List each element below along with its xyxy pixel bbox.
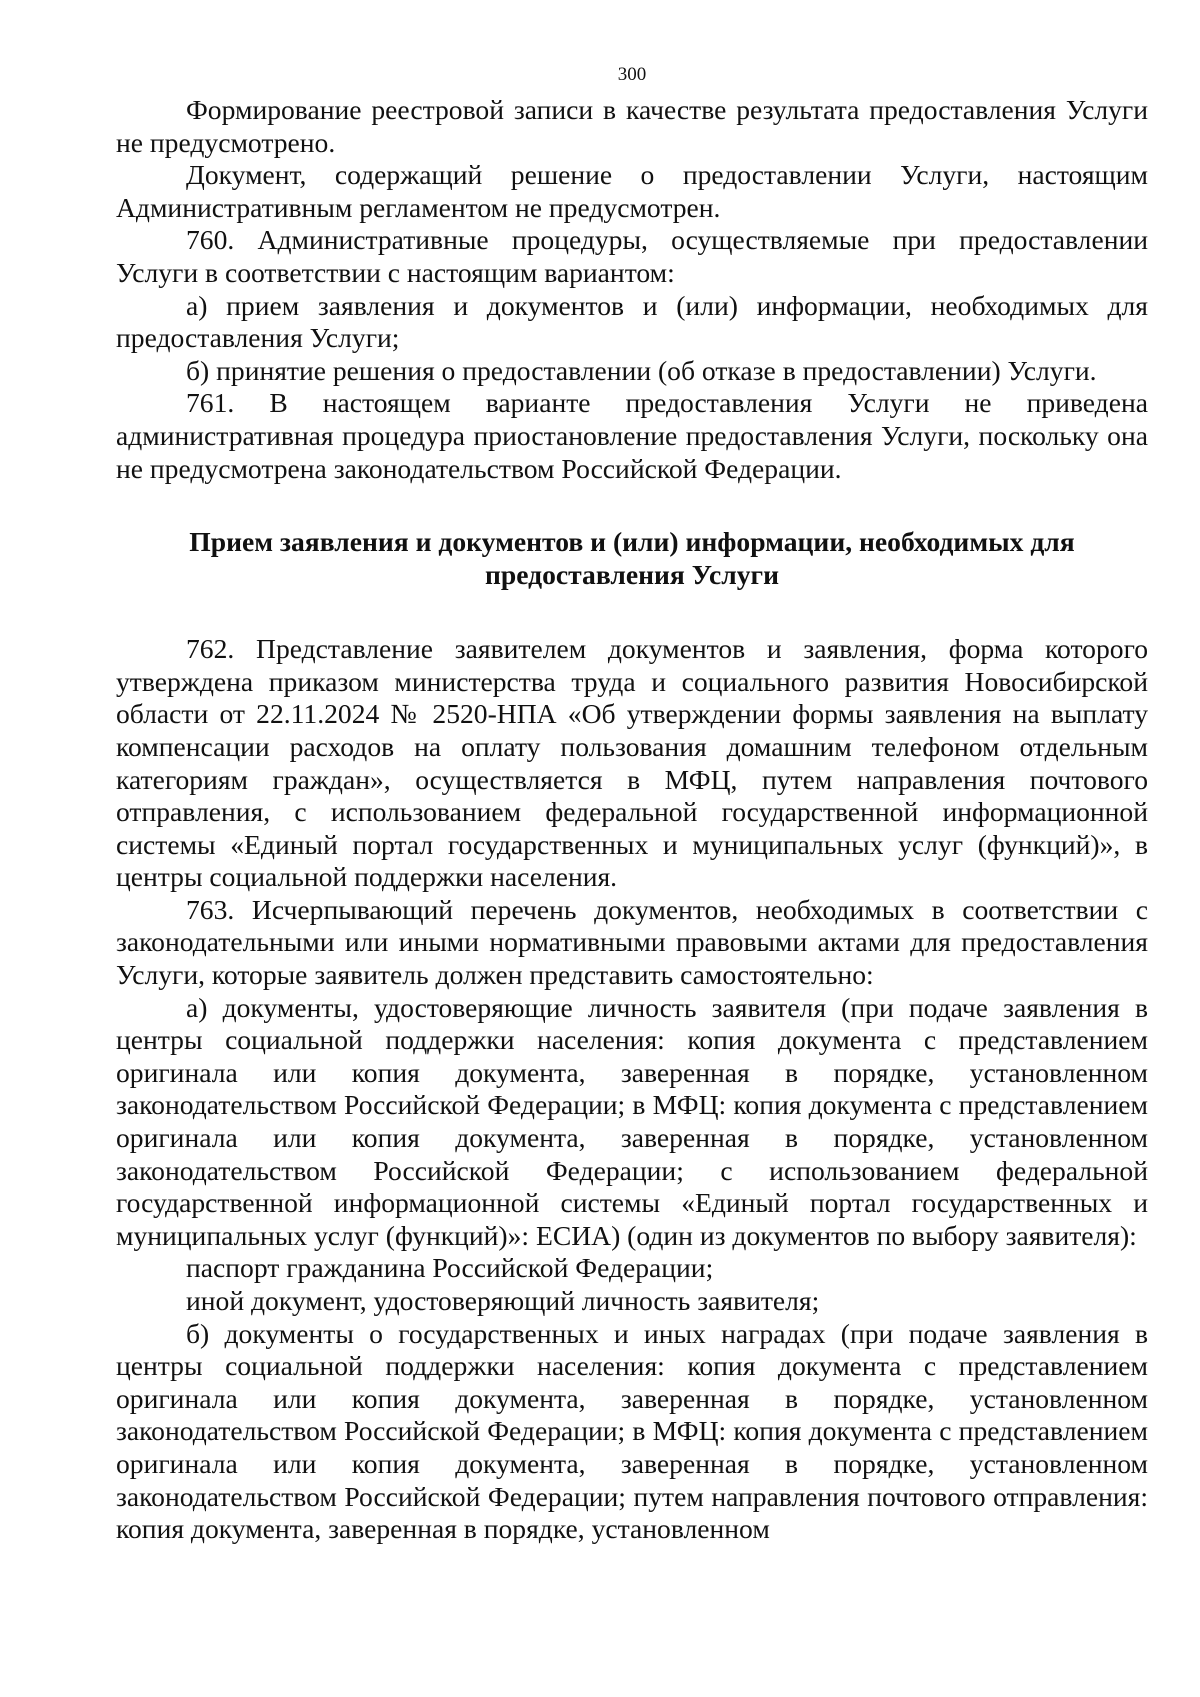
paragraph-text: Представление заявителем документов и заявления, форма которого утверждена приказом министерства труда и социального развития Новосибирской области от 22.11.2024 № 2520-НПА «Об утверждении формы заявления на выплату компенсации расходов на оплату пользования домашним телефоном отдельным категориям граждан», осуществляется в МФЦ, путем направления почтового отправления, с использованием федеральной государственной информационной системы «Единый портал государственных и муниципальных услуг (функций)», в центры социальной поддержки населения. [116,633,1148,893]
paragraph [116,1252,1148,1285]
paragraph-text: Административные процедуры, осуществляемые при предоставлении Услуги в соответствии с настоящим вариантом: [116,224,1148,288]
paragraph [116,894,1148,992]
section-heading: Прием заявления и документов и (или) информации, необходимых для предоставления Услуги [189,526,1075,591]
paragraph [116,1318,1148,1546]
item-number: 763. [186,893,235,925]
paragraph [116,355,1148,388]
paragraph-text: б) принятие решения о предоставлении (об отказе в предоставлении) Услуги. [186,354,1097,386]
paragraph-text: Исчерпывающий перечень документов, необходимых в соответствии с законодательными или иными нормативными правовыми актами для предоставления Услуги, которые заявитель должен представить самостоятельно: [116,893,1149,991]
paragraph [116,633,1148,894]
paragraph-text: паспорт гражданина Российской Федерации; [186,1252,714,1284]
paragraph [116,94,1148,159]
paragraph [116,159,1148,224]
section-before-heading [116,94,1148,485]
page-number: 300 [617,64,647,85]
paragraph-text: б) документы о государственных и иных наградах (при подаче заявления в центры социальной поддержки населения: копия документа с представлением оригинала или копия документа, заверенная в порядке, установленном законодательством Российской Федерации; в МФЦ: копия документа с представлением оригинала или копия документа, заверенная в порядке, установленном законодательством Российской Федерации; путем направления почтового отправления: копия документа, заверенная в порядке, установленном [116,1317,1148,1545]
section-after-heading [116,633,1148,1546]
paragraph-text: Формирование реестровой записи в качестве результата предоставления Услуги не предусмотрено. [116,94,1148,158]
paragraph [116,1285,1148,1318]
item-number: 761. [186,387,235,419]
item-number: 760. [186,224,235,256]
paragraph [116,387,1148,485]
item-number: 762. [186,633,235,665]
paragraph-text: а) прием заявления и документов и (или) информации, необходимых для предоставления Услуги; [116,289,1148,354]
paragraph-text: а) документы, удостоверяющие личность заявителя (при подаче заявления в центры социальной поддержки населения: копия документа с представлением оригинала или копия документа, заверенная в порядке, установленном законодательством Российской Федерации; в МФЦ: копия документа с представлением оригинала или копия документа, заверенная в порядке, установленном законодательством Российской Федерации; с использованием федеральной государственной информационной системы «Единый портал государственных и муниципальных услуг (функций)»: ЕСИА) (один из документов по выбору заявителя): [116,991,1148,1251]
paragraph [116,290,1148,355]
paragraph [116,224,1148,289]
paragraph-text: В настоящем варианте предоставления Услуги не приведена административная процедура приостановление предоставления Услуги, поскольку она не предусмотрена законодательством Российской Федерации. [116,387,1148,484]
paragraph-text: иной документ, удостоверяющий личность заявителя; [186,1285,820,1316]
document-page [116,62,1148,1546]
paragraph-text: Документ, содержащий решение о предоставлении Услуги, настоящим Административным регламентом не предусмотрен. [116,159,1148,223]
paragraph [116,992,1148,1253]
